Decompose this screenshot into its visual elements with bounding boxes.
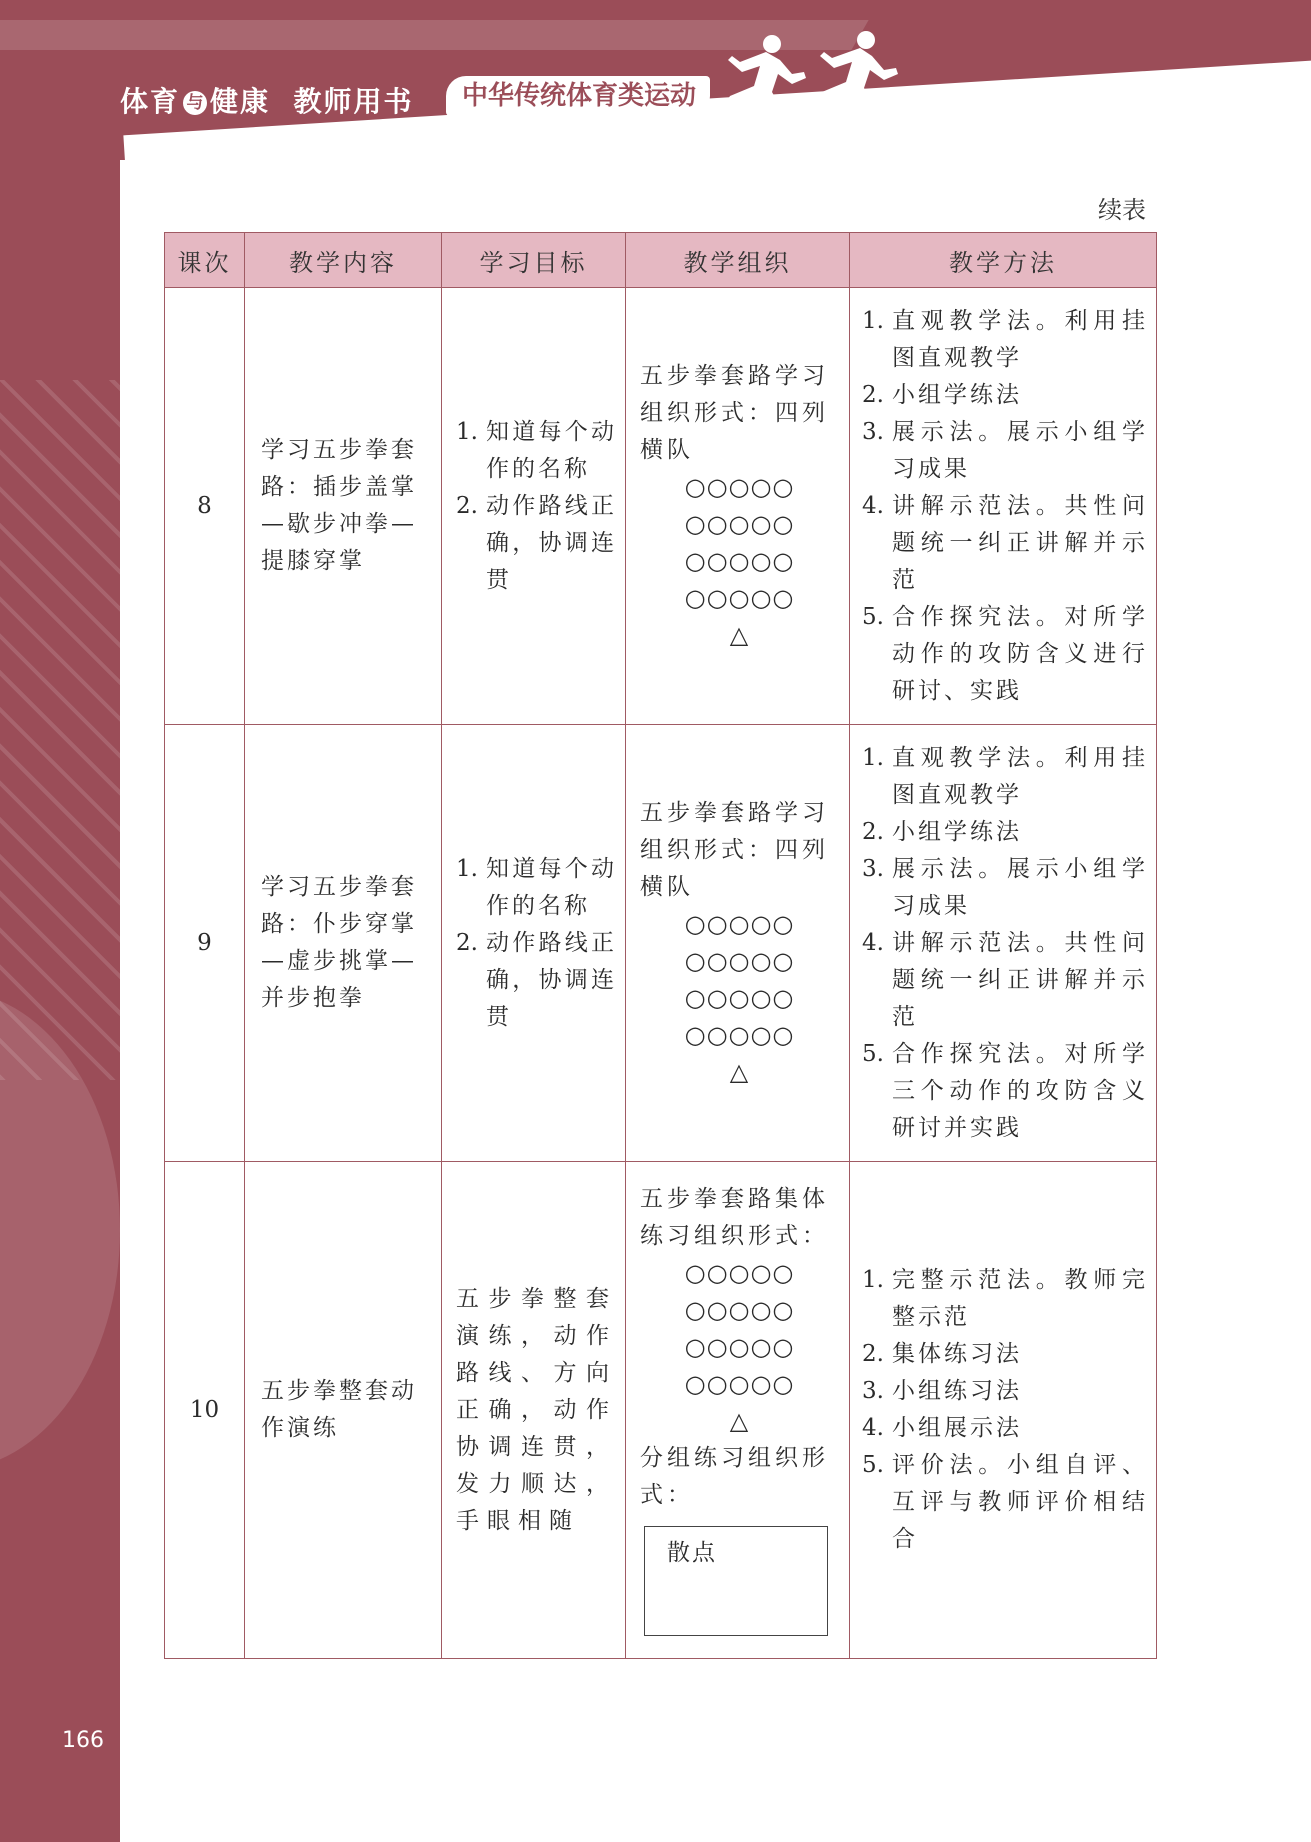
- column-header-organization: 教学组织: [626, 233, 850, 288]
- lesson-content: 五步拳整套动作演练: [245, 1162, 442, 1659]
- list-item: 5. 评价法。小组自评、互评与教师评价相结合: [862, 1447, 1148, 1558]
- table-header-row: [165, 233, 1157, 288]
- list-item: 1. 完整示范法。教师完整示范: [862, 1262, 1148, 1336]
- book-title: [120, 80, 414, 120]
- teacher-position: △: [729, 621, 750, 649]
- method-text: 评价法。小组自评、互评与教师评价相结合: [892, 1452, 1148, 1552]
- formation-diagram: [640, 906, 839, 1091]
- lesson-number: 9: [165, 725, 245, 1162]
- side-stripes: [0, 380, 120, 1080]
- formation-row: ○○○○○: [684, 947, 795, 975]
- teaching-organization: [626, 288, 850, 725]
- list-item: 3. 展示法。展示小组学习成果: [862, 851, 1148, 925]
- list-item: 4. 讲解示范法。共性问题统一纠正讲解并示范: [862, 925, 1148, 1036]
- list-item: 2. 小组学练法: [862, 814, 1148, 851]
- scatter-label: 散点: [667, 1539, 717, 1566]
- page-number: 166: [62, 1728, 104, 1753]
- formation-diagram: [640, 1255, 839, 1440]
- list-item: 3. 展示法。展示小组学习成果: [862, 414, 1148, 488]
- list-item: 5. 合作探究法。对所学动作的攻防含义进行研讨、实践: [862, 599, 1148, 710]
- method-text: 讲解示范法。共性问题统一纠正讲解并示范: [892, 929, 1148, 1030]
- formation-row: ○○○○○: [684, 1258, 795, 1287]
- teacher-position: △: [729, 1406, 750, 1435]
- list-item: 4. 讲解示范法。共性问题统一纠正讲解并示范: [862, 488, 1148, 599]
- formation-row: ○○○○○: [684, 1021, 795, 1049]
- formation-diagram: [640, 469, 839, 654]
- table-row: [165, 725, 1157, 1162]
- list-item: 2. 动作路线正确，协调连贯: [456, 488, 617, 599]
- list-item: 2. 小组学练法: [862, 377, 1148, 414]
- list-item: 2. 动作路线正确，协调连贯: [456, 925, 617, 1036]
- column-header-content: 教学内容: [245, 233, 442, 288]
- lesson-number: 10: [165, 1162, 245, 1659]
- learning-goals: [442, 288, 626, 725]
- teaching-methods: [850, 725, 1157, 1162]
- method-text: 完整示范法。教师完整示范: [892, 1267, 1148, 1330]
- book-title-part2: 健康 教师用书: [210, 85, 414, 118]
- list-item: 1. 知道每个动作的名称: [456, 414, 617, 488]
- lesson-content: 学习五步拳套路：仆步穿掌—虚步挑掌—并步抱拳: [245, 725, 442, 1162]
- list-item: 3. 小组练习法: [862, 1373, 1148, 1410]
- teacher-position: △: [729, 1058, 750, 1086]
- list-item: 2. 集体练习法: [862, 1336, 1148, 1373]
- method-text: 小组展示法: [892, 1415, 1022, 1441]
- teaching-methods: [850, 288, 1157, 725]
- organization-text: 五步拳套路学习组织形式：四列横队: [640, 363, 829, 463]
- scatter-box: [644, 1526, 828, 1636]
- book-title-connector: 与: [183, 91, 207, 115]
- organization-text: 五步拳套路学习组织形式：四列横队: [640, 800, 829, 900]
- unit-tag: 中华传统体育类运动: [446, 76, 710, 116]
- formation-row: ○○○○○: [684, 1332, 795, 1361]
- side-band: [0, 160, 120, 1842]
- lesson-table: [164, 232, 1157, 1659]
- formation-row: ○○○○○: [684, 473, 795, 501]
- learning-goals: [442, 725, 626, 1162]
- formation-row: ○○○○○: [684, 910, 795, 938]
- column-header-goals: 学习目标: [442, 233, 626, 288]
- method-text: 集体练习法: [892, 1341, 1022, 1367]
- method-text: 合作探究法。对所学三个动作的攻防含义研讨并实践: [892, 1040, 1148, 1141]
- goal-text: 知道每个动作的名称: [486, 855, 617, 919]
- teaching-organization: [626, 1162, 850, 1659]
- goal-text: 动作路线正确，协调连贯: [486, 929, 617, 1030]
- method-text: 直观教学法。利用挂图直观教学: [892, 307, 1148, 371]
- page-header: [0, 0, 1311, 160]
- organization-text: 分组练习组织形式：: [640, 1444, 829, 1508]
- learning-goals: [442, 1162, 626, 1659]
- table-row: [165, 1162, 1157, 1659]
- teaching-organization: [626, 725, 850, 1162]
- method-text: 小组学练法: [892, 381, 1022, 408]
- goal-text: 动作路线正确，协调连贯: [486, 492, 617, 593]
- list-item: 1. 知道每个动作的名称: [456, 851, 617, 925]
- book-title-part1: 体育: [120, 85, 181, 118]
- column-header-methods: 教学方法: [850, 233, 1157, 288]
- formation-row: ○○○○○: [684, 984, 795, 1012]
- list-item: 1. 直观教学法。利用挂图直观教学: [862, 740, 1148, 814]
- method-text: 展示法。展示小组学习成果: [892, 855, 1148, 919]
- table-row: [165, 288, 1157, 725]
- table-note: 续表: [1098, 196, 1146, 224]
- method-text: 小组学练法: [892, 818, 1022, 845]
- formation-row: ○○○○○: [684, 510, 795, 538]
- method-text: 讲解示范法。共性问题统一纠正讲解并示范: [892, 492, 1148, 593]
- list-item: 4. 小组展示法: [862, 1410, 1148, 1447]
- list-item: 5. 合作探究法。对所学三个动作的攻防含义研讨并实践: [862, 1036, 1148, 1147]
- lesson-content: 学习五步拳套路：插步盖掌—歇步冲拳—提膝穿掌: [245, 288, 442, 725]
- formation-row: ○○○○○: [684, 547, 795, 575]
- teaching-methods: [850, 1162, 1157, 1659]
- method-text: 展示法。展示小组学习成果: [892, 418, 1148, 482]
- method-text: 小组练习法: [892, 1378, 1022, 1404]
- formation-row: ○○○○○: [684, 1295, 795, 1324]
- runner-icon: [710, 30, 920, 140]
- method-text: 直观教学法。利用挂图直观教学: [892, 744, 1148, 808]
- column-header-lesson: 课次: [165, 233, 245, 288]
- lesson-number: 8: [165, 288, 245, 725]
- formation-row: ○○○○○: [684, 584, 795, 612]
- list-item: 1. 直观教学法。利用挂图直观教学: [862, 303, 1148, 377]
- method-text: 合作探究法。对所学动作的攻防含义进行研讨、实践: [892, 603, 1148, 704]
- goal-text: 知道每个动作的名称: [486, 418, 617, 482]
- goal-text: 五步拳整套演练，动作路线、方向正确，动作协调连贯，发力顺达，手眼相随: [456, 1285, 617, 1534]
- formation-row: ○○○○○: [684, 1369, 795, 1398]
- organization-text: 五步拳套路集体练习组织形式：: [640, 1185, 829, 1249]
